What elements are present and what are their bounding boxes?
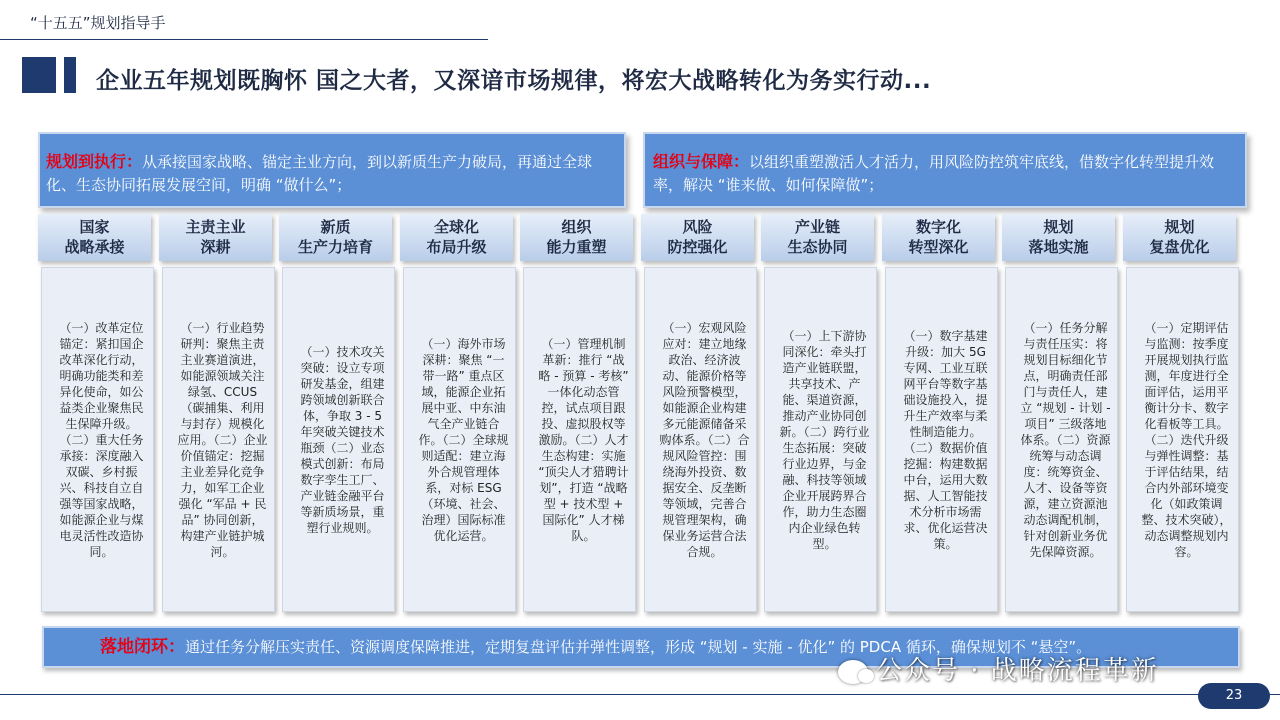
column-header-2: 主责主业 深耕: [159, 214, 272, 261]
column-header-5: 组织 能力重塑: [520, 214, 633, 261]
column-header-4: 全球化 布局升级: [400, 214, 513, 261]
column-body-1: （一）改革定位锚定：紧扣国企改革深化行动，明确功能类和差异化使命，如公益类企业聚焦民生保障升级。（二）重大任务承接：深度融入双碳、乡村振兴、科技自立自强等国家战略，如能源企业与煤电灵活性改造协同。: [41, 267, 154, 612]
watermark: [838, 650, 1159, 687]
page-number: 23: [1198, 683, 1270, 709]
column-header-6: 风险 防控强化: [641, 214, 754, 261]
column-body-5: （一）管理机制革新：推行 “战略 - 预算 - 考核” 一体化动态管控，试点项目跟投、虚拟股权等激励。（二）人才生态构建：实施 “顶尖人才猎聘计划”，打造 “战略型 + 技术型 + 国际化” 人才梯队。: [523, 267, 636, 612]
column-header-7: 产业链 生态协同: [761, 214, 874, 261]
column-body-10: （一）定期评估与监测：按季度开展规划执行监测，年度进行全面评估，运用平衡计分卡、数字化看板等工具。（二）迭代升级与弹性调整：基于评估结果，结合内外部环境变化（如政策调整、技术突破），动态调整规划内容。: [1126, 267, 1239, 612]
title-marker-bar: [64, 57, 76, 93]
column-body-2: （一）行业趋势研判：聚焦主责主业赛道演进，如能源领域关注绿氢、CCUS（碳捕集、利用与封存）规模化应用。（二）企业价值锚定：挖掘主业差异化竞争力，如军工企业强化 “军品 + 民品” 协同创新，构建产业链护城河。: [162, 267, 275, 612]
banner-text: 以组织重塑激活人才活力，用风险防控筑牢底线，借数字化转型提升效率，解决 “谁来做、如何保障做”；: [653, 153, 1215, 194]
banner-text: 从承接国家战略、锚定主业方向，到以新质生产力破局，再通过全球化、生态协同拓展发展空间，明确 “做什么”；: [46, 153, 593, 194]
column-body-3: （一）技术攻关突破：设立专项研发基金，组建跨领域创新联合体，争取 3 - 5 年突破关键技术瓶颈（二）业态模式创新：布局数字孪生工厂、产业链金融平台等新质场景，重塑行业规则。: [282, 267, 395, 612]
document-title: “十五五”规划指导手: [30, 14, 166, 32]
column-header-10: 规划 复盘优化: [1123, 214, 1236, 261]
title-marker-square: [22, 57, 56, 93]
page-headline: 企业五年规划既胸怀 国之大者，又深谙市场规律，将宏大战略转化为务实行动...: [96, 68, 932, 94]
banner-organization-guarantee: [643, 132, 1247, 208]
column-body-7: （一）上下游协同深化：牵头打造产业链联盟，共享技术、产能、渠道资源，推动产业协同创新。（二）跨行业生态拓展：突破行业边界，与金融、科技等领域企业开展跨界合作，助力生态圈内企业绿色转型。: [764, 267, 877, 612]
banner-highlight: 落地闭环：: [100, 637, 185, 657]
banner-plan-to-execution: [38, 132, 626, 208]
column-body-6: （一）宏观风险应对：建立地缘政治、经济波动、能源价格等风险预警模型，如能源企业构建多元能源储备采购体系。（二）合规风险管控：围绕海外投资、数据安全、反垄断等领域，完善合规管理架构，确保业务运营合法合规。: [644, 267, 757, 612]
banner-text: 通过任务分解压实责任、资源调度保障推进，定期复盘评估并弹性调整，形成 “规划 - 实施 - 优化” 的 PDCA 循环，确保规划不 “悬空”。: [185, 638, 1092, 656]
wechat-icon: [838, 660, 868, 684]
column-header-1: 国家 战略承接: [38, 214, 151, 261]
banner-highlight: 组织与保障：: [653, 152, 750, 171]
column-header-3: 新质 生产力培育: [279, 214, 392, 261]
column-body-9: （一）任务分解与责任压实：将规划目标细化节点，明确责任部门与责任人，建立 “规划 - 计划 - 项目” 三级落地体系。（二）资源统筹与动态调度：统筹资金、人才、设备等资源，建立资源池动态调配机制，针对创新业务优先保障资源。: [1005, 267, 1118, 612]
column-header-9: 规划 落地实施: [1002, 214, 1115, 261]
watermark-text: 公众号 · 战略流程革新: [876, 656, 1159, 686]
header-divider: [0, 39, 488, 40]
column-body-8: （一）数字基建升级：加大 5G 专网、工业互联网平台等数字基础设施投入，提升生产效率与柔性制造能力。（二）数据价值挖掘：构建数据中台，运用大数据、人工智能技术分析市场需求、优化运营决策。: [885, 267, 998, 612]
banner-highlight: 规划到执行：: [46, 152, 143, 171]
column-header-8: 数字化 转型深化: [882, 214, 995, 261]
footer-divider: [0, 694, 1280, 695]
column-body-4: （一）海外市场深耕：聚焦 “一带一路” 重点区域，能源企业拓展中亚、中东油气全产业链合作。（二）全球规则适配：建立海外合规管理体系，对标 ESG（环境、社会、治理）国际标准优化运营。: [403, 267, 516, 612]
